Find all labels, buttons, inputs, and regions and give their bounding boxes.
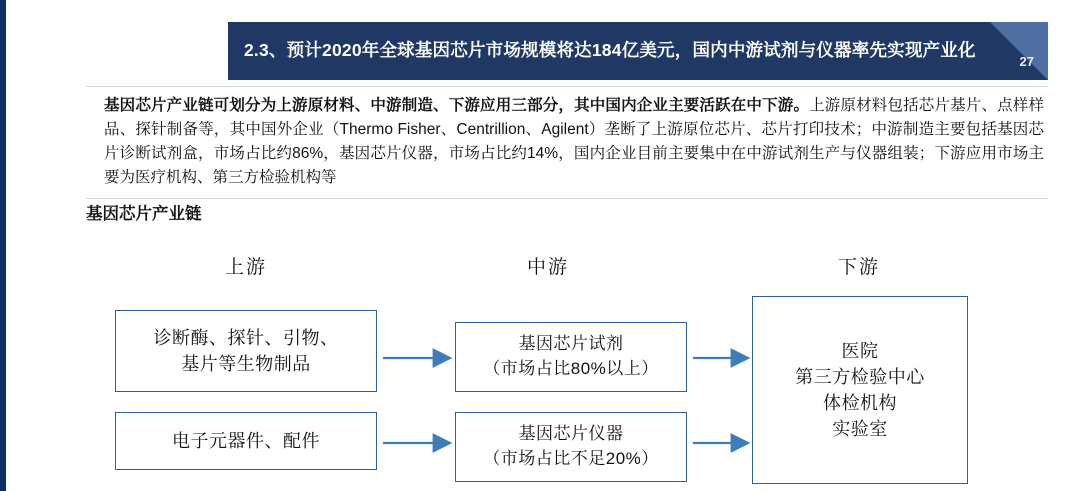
column-label-downstream: 下游 [838,257,881,278]
column-label-upstream: 上游 [225,257,268,278]
box-midstream-reagent-line2: （市场占比80%以上） [483,359,659,378]
box-downstream-line4: 实验室 [832,419,888,440]
box-downstream-line2: 第三方检验中心 [795,366,925,387]
section-heading: 基因芯片产业链 [86,205,202,223]
box-midstream-reagent-line1: 基因芯片试剂 [518,334,624,354]
box-upstream-materials [115,310,377,392]
box-midstream-instrument-line1: 基因芯片仪器 [518,424,624,444]
box-midstream-instrument-line2: （市场占比不足20%） [483,449,659,468]
page-number: 27 [1019,54,1034,69]
box-midstream-instrument [455,412,687,482]
box-upstream-materials-line2: 基片等生物制品 [181,354,311,374]
summary-lead-text: 基因芯片产业链可划分为上游原材料、中游制造、下游应用三部分，其中国内企业主要活跃在中下游。 [104,97,810,114]
box-downstream-applications [752,296,968,484]
box-upstream-components [115,412,377,470]
box-midstream-reagent [455,322,687,392]
title-corner-decoration [990,22,1048,80]
summary-body-text: 上游原材料包括芯片基片、点样样品、探针制备等，其中国外企业（Thermo Fisher、Centrillion、Agilent）垄断了上游原位芯片、芯片打印技术；中游制造主要包括基因芯片诊断试剂盒，市场占比约86%，基因芯片仪器，市场占比约14%，国内企业目前主要集中在中游试剂生产与仪器组装；下游应用市场主要为医疗机构、第三方检验机构等 [104,97,1044,187]
page-title: 2.3、预计2020年全球基因芯片市场规模将达184亿美元，国内中游试剂与仪器率先实现产业化 [244,40,976,61]
box-downstream-line1: 医院 [841,340,879,361]
summary-paragraph [86,86,1048,199]
column-label-midstream: 中游 [527,257,570,278]
slide-title-bar [228,22,1048,80]
box-upstream-materials-line1: 诊断酶、探针、引物、 [153,327,339,348]
box-downstream-line3: 体检机构 [823,393,897,413]
left-accent-rail [0,0,6,491]
box-upstream-components-line1: 电子元器件、配件 [172,430,320,451]
